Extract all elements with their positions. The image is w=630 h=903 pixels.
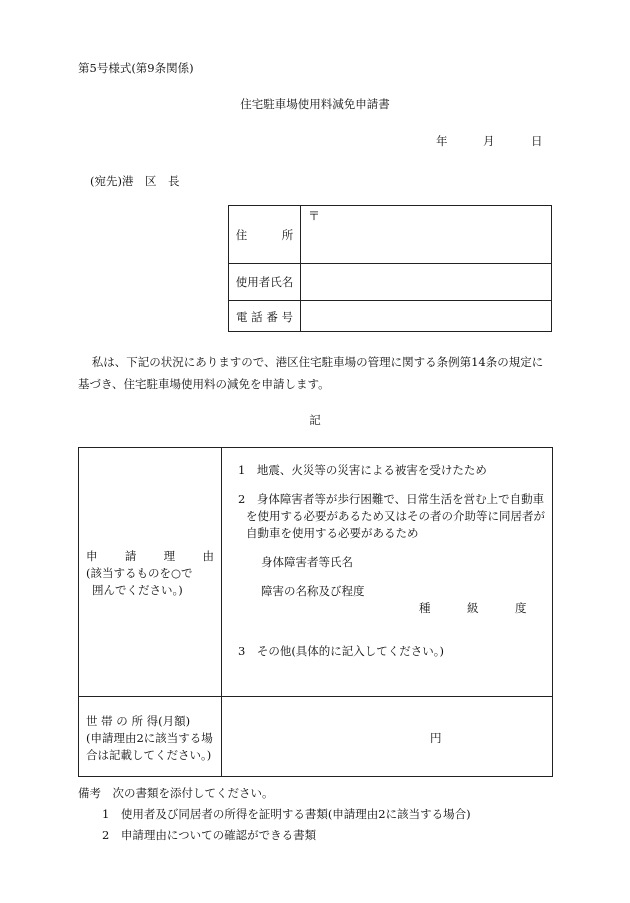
disabled-person-name-label: 身体障害者等氏名 <box>261 555 353 569</box>
applicant-table <box>228 205 552 332</box>
reason-item-2-line1: 2 身体障害者等が歩行困難で、日常生活を営む上で自動車 <box>238 492 545 506</box>
applicant-divider <box>300 206 301 331</box>
reason-sublabel-1: (該当するものを○で <box>86 566 193 580</box>
user-name-label: 使用者氏名 <box>235 275 294 289</box>
income-sublabel-1: (申請理由2に該当する場 <box>86 731 213 745</box>
phone-label: 電 話 番 号 <box>236 309 293 324</box>
document-title: 住宅駐車場使用料減免申請書 <box>240 97 390 111</box>
reason-income-table <box>78 447 553 777</box>
reason-item-1: 1 地震、火災等の災害による被害を受けたため <box>238 463 487 477</box>
reason-item-3: 3 その他(具体的に記入してください。) <box>238 644 445 658</box>
user-name-row <box>229 264 551 301</box>
reason-label: 申 請 理 由 <box>86 549 214 563</box>
address-label: 住 所 <box>235 227 294 242</box>
income-yen-unit: 円 <box>430 731 442 745</box>
income-label: 世 帯 の 所 得(月額) <box>86 714 191 728</box>
note-item-1: 1 使用者及び同居者の所得を証明する書類(申請理由2に該当する場合) <box>102 807 471 821</box>
addressee: (宛先)港 区 長 <box>90 174 180 188</box>
income-sublabel-2: 合は記載してください。) <box>86 748 212 762</box>
reason-item-2-line3: 自動車を使用する必要があるため <box>246 526 419 540</box>
notes-heading: 備考 次の書類を添付してください。 <box>78 786 274 800</box>
note-item-2: 2 申請理由についての確認ができる書類 <box>102 828 317 842</box>
postal-mark: 〒 <box>308 209 321 223</box>
grade-label-do: 度 <box>515 601 527 615</box>
form-number: 第5号様式(第9条関係) <box>78 61 194 75</box>
ki-heading: 記 <box>309 413 321 427</box>
application-statement: 私は、下記の状況にありますので、港区住宅駐車場の管理に関する条例第14条の規定に基づき、住宅駐車場使用料の減免を申請します。 <box>78 355 544 391</box>
table-row-divider <box>79 696 552 697</box>
date-day-label: 日 <box>531 134 543 148</box>
address-row <box>229 206 551 264</box>
phone-row <box>229 301 551 332</box>
date-month-label: 月 <box>483 134 495 148</box>
reason-sublabel-2: 囲んでください。) <box>92 583 183 597</box>
table-column-divider <box>221 448 222 776</box>
date-year-label: 年 <box>436 134 448 148</box>
reason-item-2-line2: を使用する必要があるため又はその者の介助等に同居者が <box>246 509 545 523</box>
grade-label-kyu: 級 <box>467 601 479 615</box>
disability-name-label: 障害の名称及び程度 <box>261 584 365 598</box>
grade-label-shu: 種 <box>419 601 431 615</box>
